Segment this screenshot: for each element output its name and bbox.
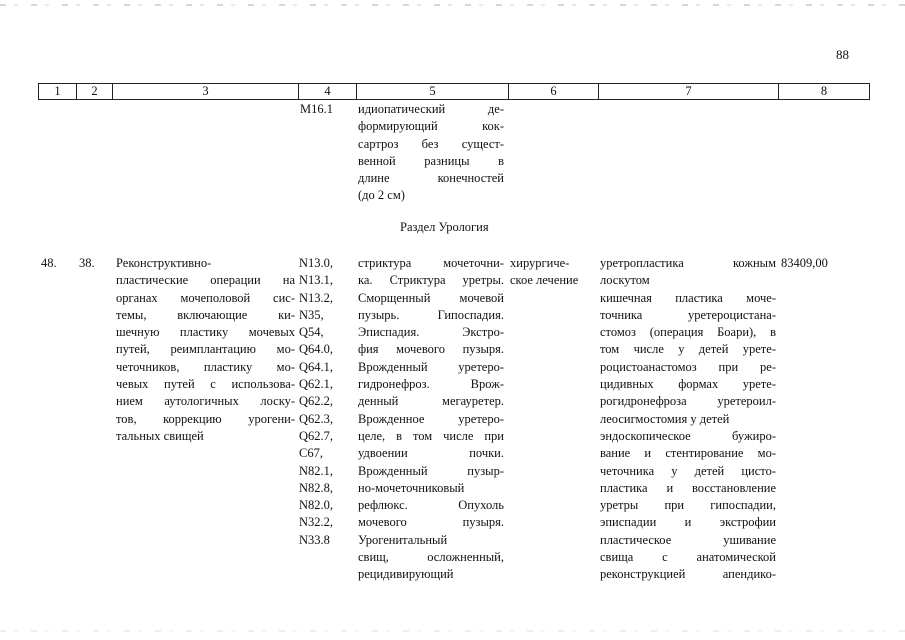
- icd-codes: [299, 255, 333, 549]
- diagnosis-line: но-мочеточниковый: [358, 480, 465, 495]
- icd-code: Q64.1,: [299, 359, 334, 374]
- cost: 83409,00: [781, 256, 828, 270]
- column-header-7: 7: [598, 83, 778, 100]
- diagnosis-line: Сморщенный мочевой: [358, 290, 504, 305]
- icd-code: N13.1,: [299, 273, 334, 288]
- column-header-4: 4: [298, 83, 356, 100]
- icd-code: Q64.0,: [299, 342, 334, 357]
- continuation-diagnosis: [358, 101, 504, 205]
- icd-code: Q62.2,: [299, 394, 334, 409]
- method-line: четочника у детей цисто-: [600, 463, 776, 478]
- diagnosis-line: фия мочевого пузыря.: [358, 342, 504, 357]
- diagnosis-line: гидронефроз. Врож-: [358, 377, 504, 392]
- column-header-5: 5: [356, 83, 508, 100]
- column-header-8: 8: [778, 83, 870, 100]
- column-header-2: 2: [76, 83, 112, 100]
- scan-artifact-bottom: [0, 630, 905, 632]
- diagnosis-line: венной разницы в: [358, 153, 504, 168]
- method-name-line: путей, реимплантацию мо-: [116, 342, 295, 357]
- diagnosis: [358, 255, 504, 584]
- method-line: эписпадии и экстрофии: [600, 515, 776, 530]
- treatment-type: [510, 255, 578, 290]
- column-header-1: 1: [38, 83, 76, 100]
- icd-code: Q62.3,: [299, 411, 334, 426]
- row-number: 48.: [41, 256, 57, 270]
- icd-code: N35,: [299, 307, 324, 322]
- diagnosis-line: денный мегауретер.: [358, 394, 504, 409]
- diagnosis-line: рефлюкс. Опухоль: [358, 498, 504, 513]
- diagnosis-line: мочевого пузыря.: [358, 515, 504, 530]
- diagnosis-line: стриктура мочеточни-: [358, 256, 504, 270]
- diagnosis-line: (до 2 см): [358, 188, 405, 203]
- method-name-line: тов, коррекцию урогени-: [116, 411, 295, 426]
- method-line: эндоскопическое бужиро-: [600, 428, 776, 443]
- treatment-method: [600, 255, 776, 584]
- method-name-line: пластические операции на: [116, 273, 295, 288]
- icd-code: N13.0,: [299, 256, 334, 270]
- continuation-icd-code: M16.1: [300, 102, 333, 116]
- column-header-3: 3: [112, 83, 298, 100]
- diagnosis-line: формирующий кок-: [358, 119, 504, 134]
- diagnosis-line: удвоении почки.: [358, 446, 504, 461]
- page-number: 88: [836, 47, 849, 62]
- icd-code: Q62.7,: [299, 428, 334, 443]
- diagnosis-line: Врожденный пузыр-: [358, 463, 504, 478]
- diagnosis-line: Эписпадия. Экстро-: [358, 325, 504, 340]
- method-name-line: нием аутологичных лоску-: [116, 394, 295, 409]
- method-name-line: тальных свищей: [116, 428, 204, 443]
- method-line: реконструкцией апендико-: [600, 567, 776, 582]
- method-name: [116, 255, 295, 445]
- treatment-type-line: хирургиче-: [510, 256, 570, 270]
- method-line: уретры при гипоспадии,: [600, 498, 776, 513]
- method-line: вание и стентирование мо-: [600, 446, 776, 461]
- column-header-6: 6: [508, 83, 598, 100]
- method-line: точника уретероцистана-: [600, 307, 776, 322]
- method-line: стомоз (операция Боари), в: [600, 325, 776, 340]
- diagnosis-line: Врожденное уретеро-: [358, 411, 504, 426]
- diagnosis-line: рецидивирующий: [358, 567, 454, 582]
- diagnosis-line: идиопатический де-: [358, 102, 504, 116]
- icd-code: N32.2,: [299, 515, 334, 530]
- diagnosis-line: целе, в том числе при: [358, 428, 504, 443]
- diagnosis-line: свищ, осложненный,: [358, 550, 504, 565]
- scan-artifact-top: [0, 4, 905, 6]
- method-line: пластическое ушивание: [600, 532, 776, 547]
- icd-code: Q62.1,: [299, 377, 334, 392]
- method-line: роцистоанастомоз при ре-: [600, 359, 776, 374]
- icd-code: N33.8: [299, 532, 330, 547]
- diagnosis-line: пузырь. Гипоспадия.: [358, 307, 504, 322]
- icd-code: N82.1,: [299, 463, 334, 478]
- method-name-line: четочников, пластику мо-: [116, 359, 295, 374]
- icd-code: N82.0,: [299, 498, 334, 513]
- method-line: свища с анатомической: [600, 550, 776, 565]
- method-line: пластика и восстановление: [600, 480, 776, 495]
- diagnosis-line: Урогенитальный: [358, 532, 448, 547]
- method-line: леосигмостомия у детей: [600, 411, 730, 426]
- method-line: уретропластика кожным: [600, 256, 776, 270]
- section-title: Раздел Урология: [400, 220, 489, 234]
- method-name-line: органах мочеполовой сис-: [116, 290, 295, 305]
- icd-code: C67,: [299, 446, 323, 461]
- diagnosis-line: длине конечностей: [358, 171, 504, 186]
- method-name-line: чевых путей с использова-: [116, 377, 295, 392]
- method-line: том числе у детей урете-: [600, 342, 776, 357]
- method-name-line: шечную пластику мочевых: [116, 325, 295, 340]
- group-number: 38.: [79, 256, 95, 270]
- icd-code: N13.2,: [299, 290, 334, 305]
- method-line: цидивных формах урете-: [600, 377, 776, 392]
- method-line: рогидронефроза уретероил-: [600, 394, 776, 409]
- diagnosis-line: сартроз без сущест-: [358, 136, 504, 151]
- icd-code: N82.8,: [299, 480, 334, 495]
- method-line: лоскутом: [600, 273, 650, 288]
- diagnosis-line: ка. Стриктура уретры.: [358, 273, 504, 288]
- diagnosis-line: Врожденный уретеро-: [358, 359, 504, 374]
- icd-code: Q54,: [299, 325, 324, 340]
- method-line: кишечная пластика моче-: [600, 290, 776, 305]
- method-name-line: Реконструктивно-: [116, 256, 212, 270]
- treatment-type-line: ское лечение: [510, 273, 579, 288]
- method-name-line: темы, включающие ки-: [116, 307, 295, 322]
